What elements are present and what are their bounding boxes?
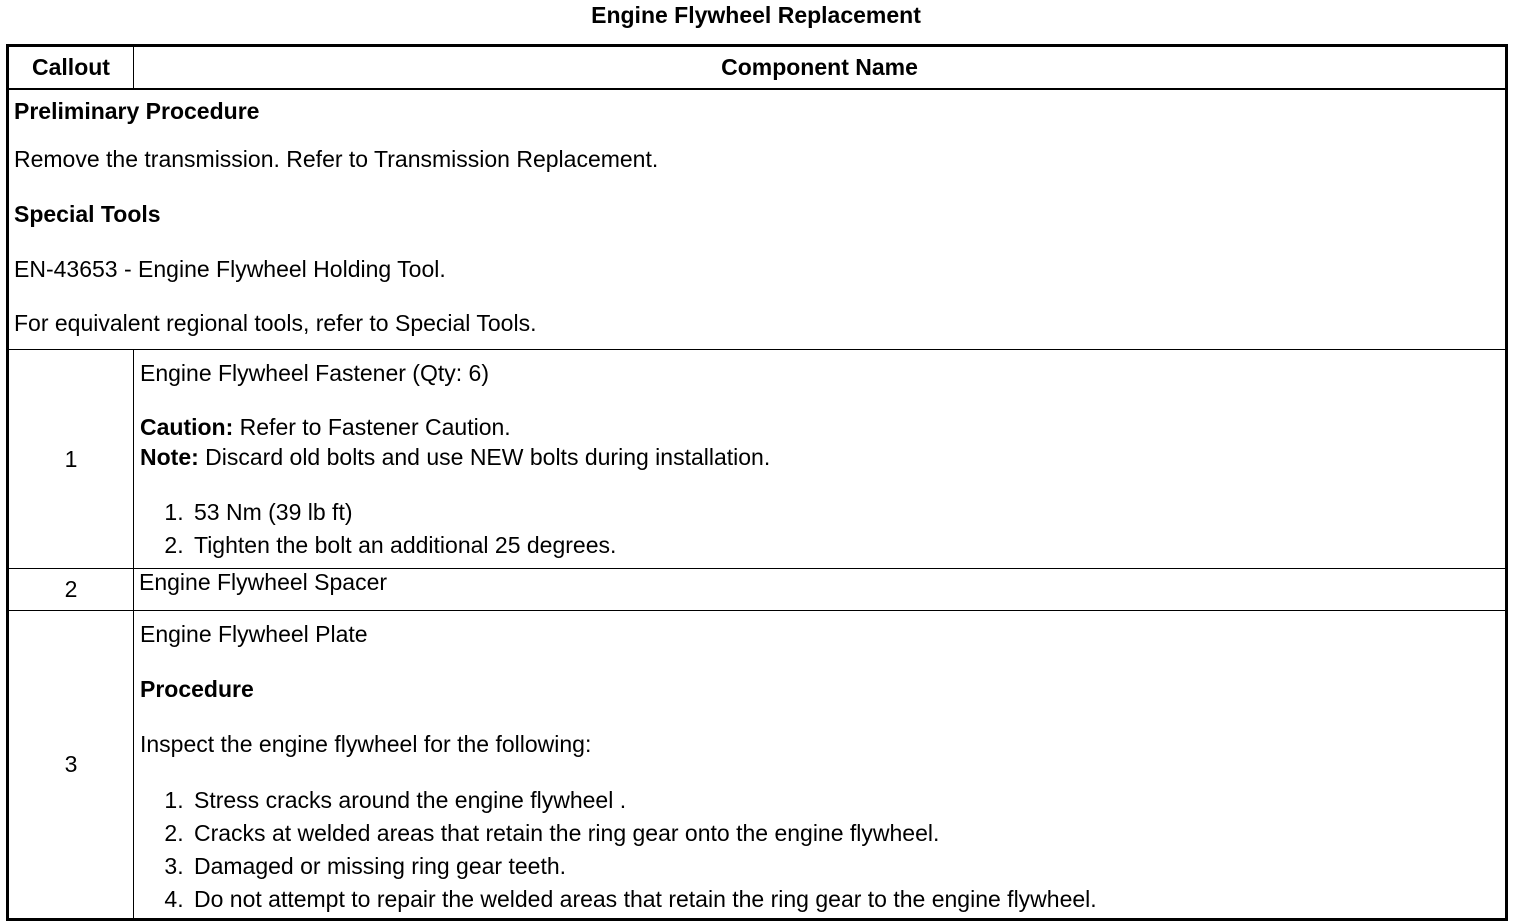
note-line xyxy=(140,442,1499,472)
table-row xyxy=(8,569,1507,611)
table-row xyxy=(8,611,1507,920)
preliminary-text: Remove the transmission. Refer to Transmission Replacement. xyxy=(14,146,659,172)
inspection-steps xyxy=(140,784,1499,916)
table-row xyxy=(8,350,1507,569)
tool-name: Engine Flywheel Holding Tool. xyxy=(138,256,446,282)
table-header-row xyxy=(8,46,1507,90)
note-text: Discard old bolts and use NEW bolts during installation. xyxy=(205,444,771,470)
component-cell xyxy=(134,350,1507,569)
procedure-heading: Procedure xyxy=(140,676,254,702)
caution-line xyxy=(140,412,1499,442)
component-cell xyxy=(134,611,1507,920)
list-item: 1. 53 Nm (39 lb ft) xyxy=(190,496,1499,529)
list-item: 1. Stress cracks around the engine flywheel . xyxy=(190,784,1499,817)
preliminary-heading: Preliminary Procedure xyxy=(14,98,260,124)
regional-tools-text: For equivalent regional tools, refer to Special Tools. xyxy=(14,310,537,336)
page-title: Engine Flywheel Replacement xyxy=(591,2,921,28)
caution-label: Caution: xyxy=(140,414,234,440)
callout-number: 2 xyxy=(8,569,134,611)
tool-number: EN-43653 xyxy=(14,256,118,282)
callout-column-header: Callout xyxy=(8,46,134,90)
callout-number: 3 xyxy=(8,611,134,920)
preliminary-row xyxy=(8,89,1507,350)
special-tools-heading: Special Tools xyxy=(14,201,161,227)
list-item: 3. Damaged or missing ring gear teeth. xyxy=(190,850,1499,883)
callout-number: 1 xyxy=(8,350,134,569)
procedure-table xyxy=(6,44,1508,921)
caution-text: Refer to Fastener Caution. xyxy=(239,414,511,440)
note-label: Note: xyxy=(140,444,199,470)
component-name: Engine Flywheel Plate xyxy=(140,621,368,647)
preliminary-cell xyxy=(8,89,1507,350)
inspection-intro: Inspect the engine flywheel for the following: xyxy=(140,731,592,757)
list-item: 4. Do not attempt to repair the welded areas that retain the ring gear to the engine flywheel. xyxy=(190,883,1499,916)
component-name: Engine Flywheel Spacer xyxy=(134,569,1507,611)
component-column-header: Component Name xyxy=(134,46,1507,90)
list-item: 2. Cracks at welded areas that retain the ring gear onto the engine flywheel. xyxy=(190,817,1499,850)
special-tool-line: EN-43653 - Engine Flywheel Holding Tool. xyxy=(14,256,446,282)
list-item: 2. Tighten the bolt an additional 25 degrees. xyxy=(190,529,1499,562)
component-name: Engine Flywheel Fastener (Qty: 6) xyxy=(140,360,489,386)
torque-steps xyxy=(140,496,1499,562)
